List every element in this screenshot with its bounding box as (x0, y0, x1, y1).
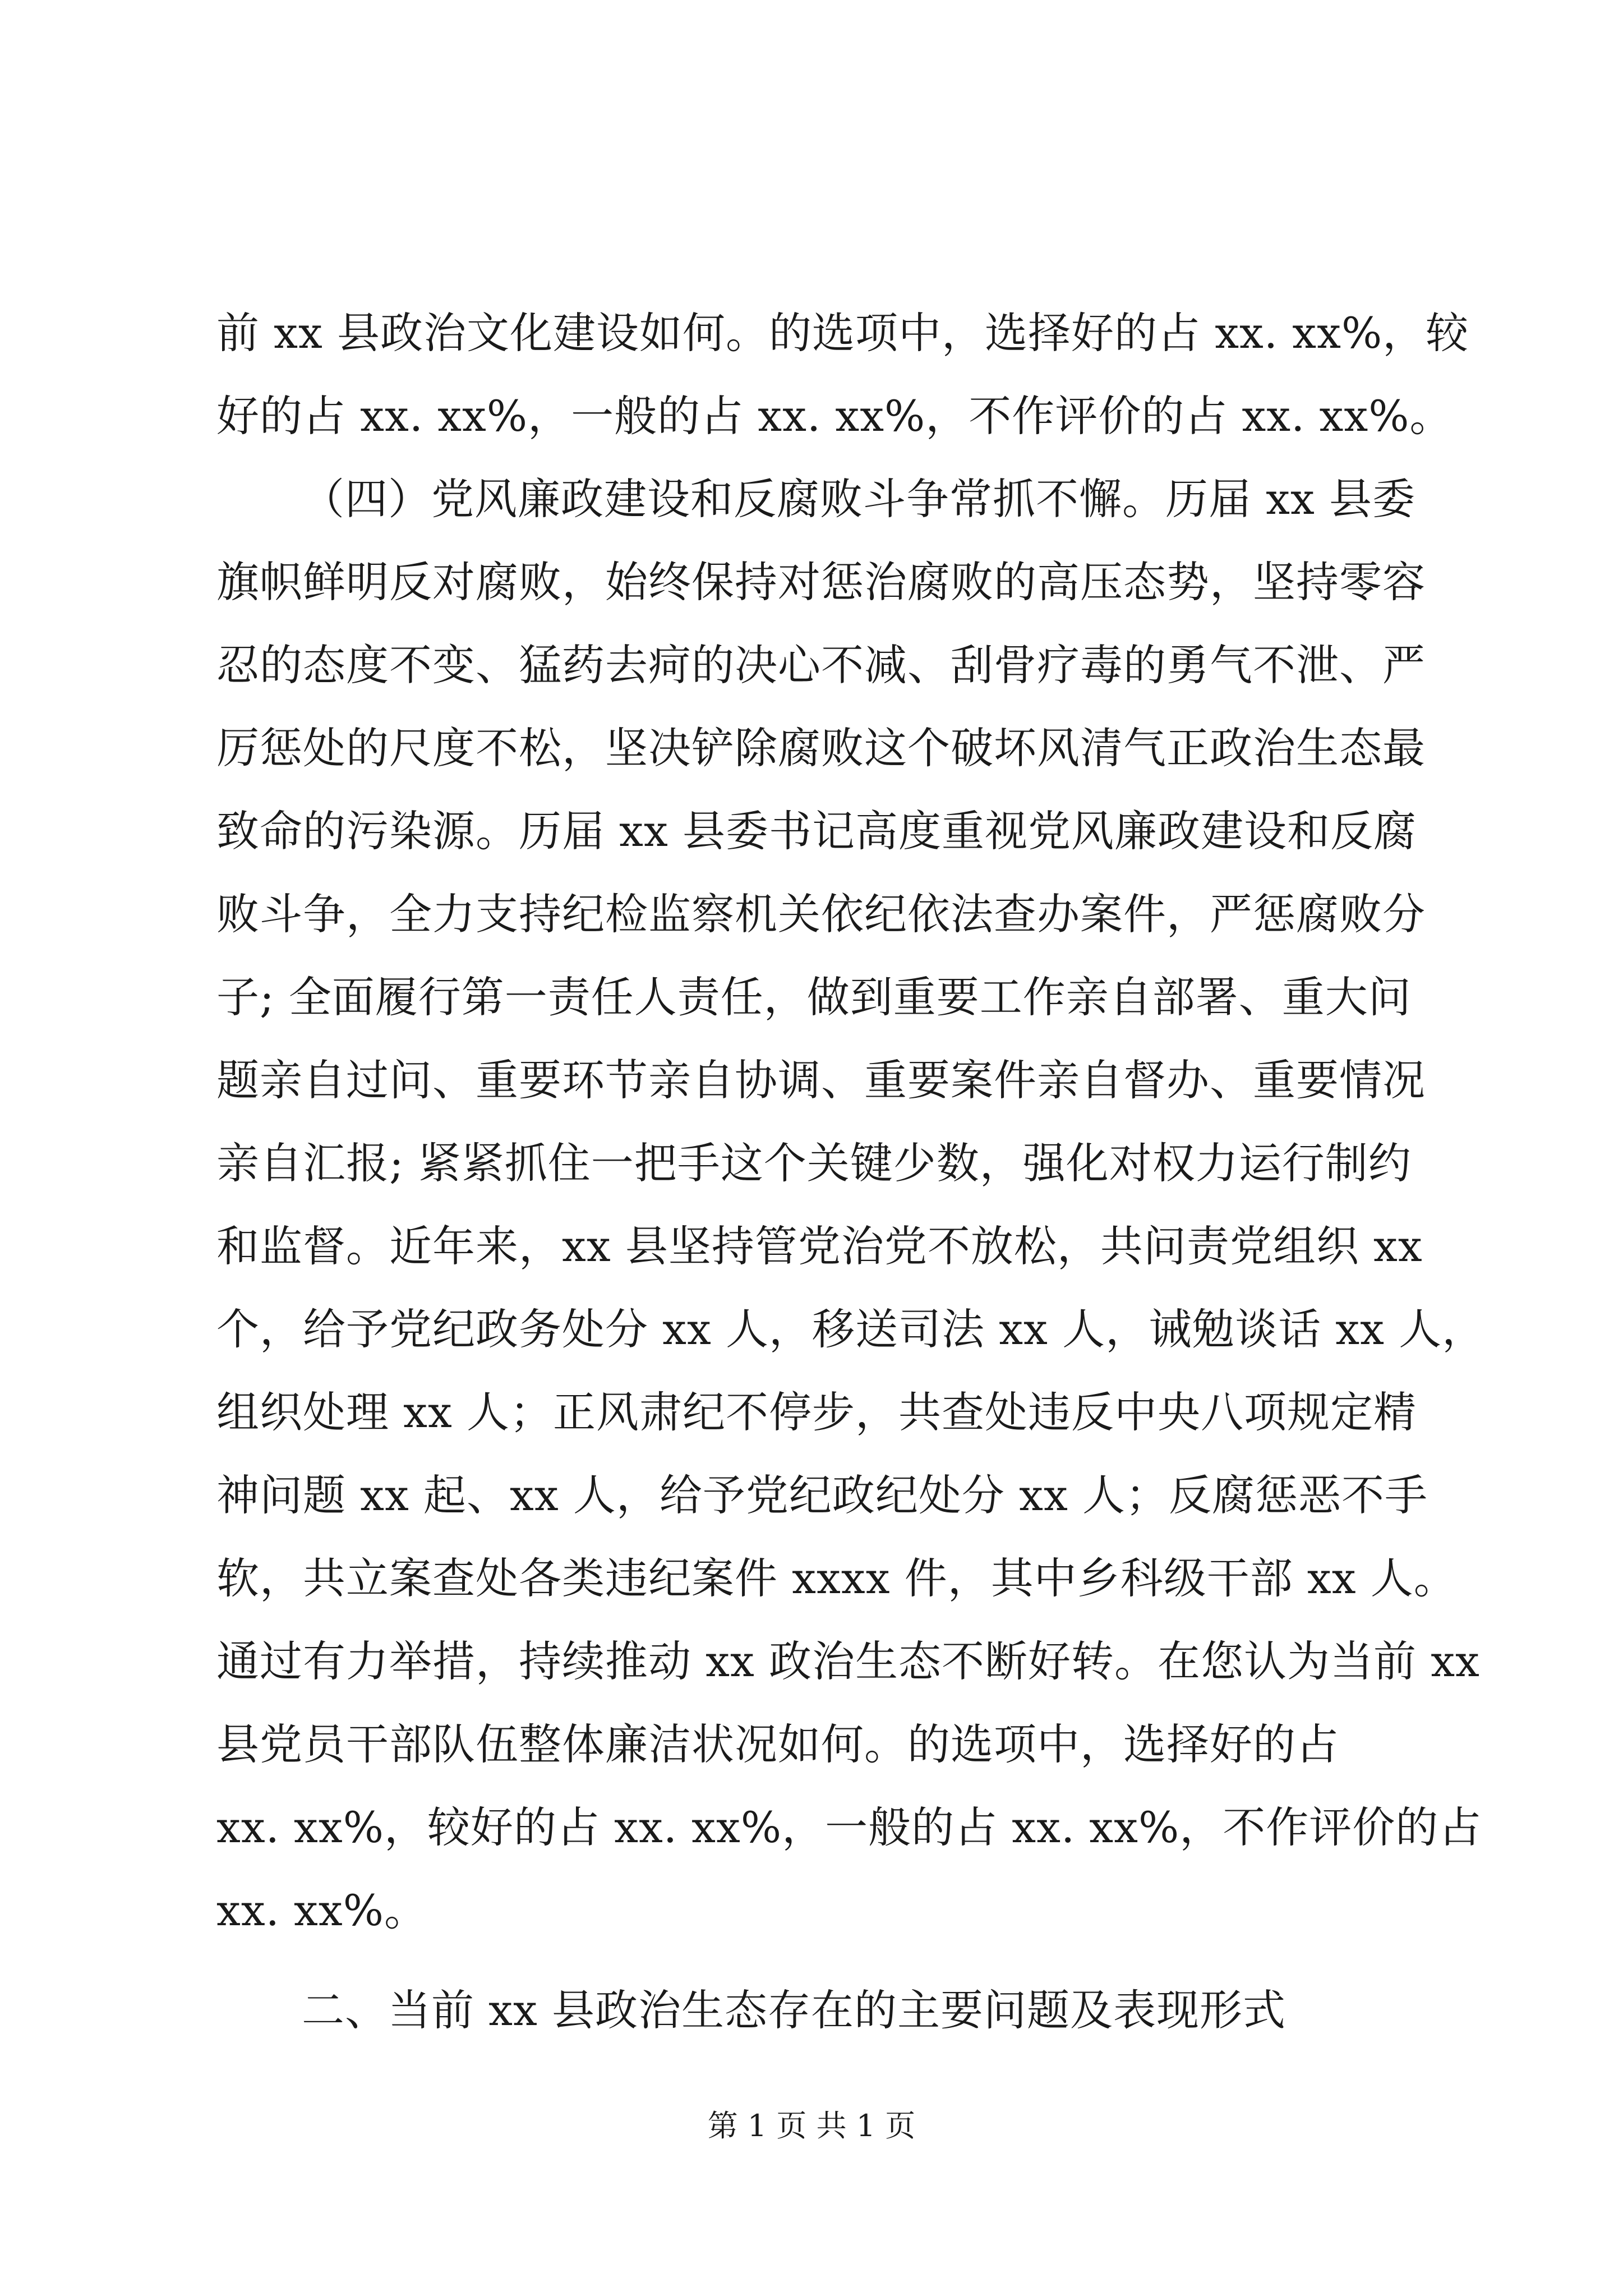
text-line: 组织处理 xx 人；正风肃纪不停步，共查处违反中央八项规定精 (216, 1387, 1417, 1437)
text-line: 题亲自过问、重要环节亲自协调、重要案件亲自督办、重要情况 (216, 1055, 1426, 1105)
document-body (216, 292, 1486, 2052)
text-line: 县党员干部队伍整体廉洁状况如何。的选项中，选择好的占 (216, 1719, 1339, 1769)
text-line: 神问题 xx 起、xx 人，给予党纪政纪处分 xx 人；反腐惩恶不手 (216, 1470, 1428, 1520)
text-line: 旗帜鲜明反对腐败，始终保持对惩治腐败的高压态势，坚持零容 (216, 557, 1426, 607)
text-line: xx. xx%。 (216, 1885, 427, 1935)
text-line: 前 xx 县政治文化建设如何。的选项中，选择好的占 xx. xx%，较 (216, 308, 1469, 358)
paragraph-gap (216, 1952, 1411, 1969)
text-line: 通过有力举措，持续推动 xx 政治生态不断好转。在您认为当前 xx (216, 1636, 1480, 1686)
text-line: 好的占 xx. xx%，一般的占 xx. xx%，不作评价的占 xx. xx%。 (216, 391, 1453, 441)
section-four-heading-line: （四）党风廉政建设和反腐败斗争常抓不懈。历届 xx 县委 (302, 474, 1416, 524)
text-line: 个，给予党纪政务处分 xx 人，移送司法 xx 人，诫勉谈话 xx 人， (216, 1304, 1486, 1354)
text-line: 致命的污染源。历届 xx 县委书记高度重视党风廉政建设和反腐 (216, 806, 1417, 856)
text-line: 亲自汇报; 紧紧抓住一把手这个关键少数，强化对权力运行制约 (216, 1138, 1412, 1188)
text-line: 忍的态度不变、猛药去疴的决心不减、刮骨疗毒的勇气不泄、严 (216, 640, 1426, 690)
page-footer: 第 1 页 共 1 页 (707, 2108, 916, 2143)
section-two-heading: 二、当前 xx 县政治生态存在的主要问题及表现形式 (302, 1985, 1287, 2035)
text-line: 和监督。近年来，xx 县坚持管党治党不放松，共问责党组织 xx (216, 1221, 1423, 1271)
text-line: xx. xx%，较好的占 xx. xx%，一般的占 xx. xx%，不作评价的占 (216, 1802, 1482, 1852)
text-line: 软，共立案查处各类违纪案件 xxxx 件，其中乡科级干部 xx 人。 (216, 1553, 1457, 1603)
text-line: 子; 全面履行第一责任人责任，做到重要工作亲自部署、重大问 (216, 972, 1412, 1022)
text-line: 败斗争，全力支持纪检监察机关依纪依法查办案件，严惩腐败分 (216, 889, 1426, 939)
text-line: 厉惩处的尺度不松，坚决铲除腐败这个破坏风清气正政治生态最 (216, 723, 1426, 773)
